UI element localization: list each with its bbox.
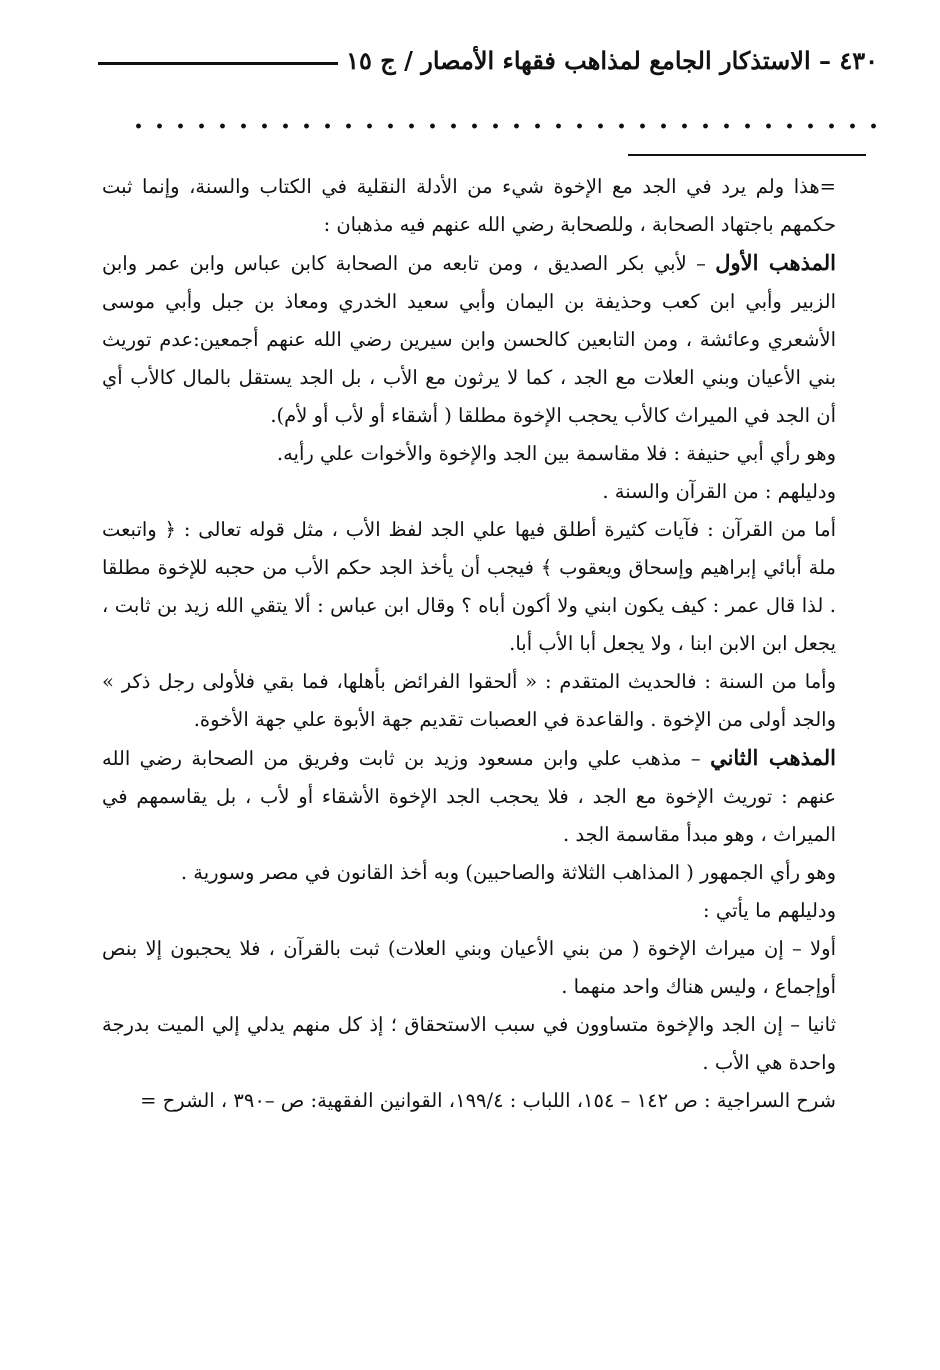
paragraph: وأما من السنة : فالحديث المتقدم : « ألحقوا الفرائض بأهلها، فما بقي فلأولى رجل ذكر » والجد أولى من الإخوة . والقاعدة في العصبات تقديم جهة الأبوة علي جهة الأخوة. [102, 670, 836, 731]
running-header [98, 38, 878, 82]
paragraph: ودليلهم : من القرآن والسنة . [602, 480, 836, 503]
paragraph: ثانيا – إن الجد والإخوة متساوون في سبب الاستحقاق ؛ إذ كل منهم يدلي إلي الميت بدرجة واحدة هي الأب . [102, 1013, 836, 1074]
paragraph: وهو رأي أبي حنيفة : فلا مقاسمة بين الجد والإخوة والأخوات علي رأيه. [276, 442, 836, 465]
paragraph: =هذا ولم يرد في الجد مع الإخوة شيء من الأدلة النقلية في الكتاب والسنة، وإنما ثبت حكمهم باجتهاد الصحابة ، وللصحابة رضي الله عنهم فيه مذهبان : [102, 175, 836, 236]
section-heading: المذهب الثاني [710, 745, 836, 770]
footnote-rule [628, 154, 866, 156]
paragraph [102, 244, 836, 435]
paragraph: شرح السراجية : ص ١٤٢ – ١٥٤، اللباب : ١٩٩/٤، القوانين الفقهية: ص –٣٩٠ ، الشرح = [140, 1089, 836, 1112]
paragraph: أما من القرآن : فآيات كثيرة أطلق فيها علي الجد لفظ الأب ، مثل قوله تعالى : ﴿ واتبعت ملة أبائي إبراهيم وإسحاق ويعقوب ﴾ فيجب أن يأخذ الجد حكم الأب من حجبه للإخوة مطلقا . لذا قال عمر : كيف يكون ابني ولا أكون أباه ؟ وقال ابن عباس : ألا يتقي الله زيد بن ثابت ، يجعل ابن الابن ابنا ، ولا يجعل أبا الأب أبا. [102, 518, 836, 655]
section-heading: المذهب الأول [715, 250, 836, 275]
paragraph-text: – مذهب علي وابن مسعود وزيد بن ثابت وفريق من الصحابة رضي الله عنهم : توريث الإخوة مع الجد ، فلا يحجب الجد الإخوة الأشقاء أو لأب ، بل يقاسمهم في الميراث ، وهو مبدأ مقاسمة الجد . [102, 747, 836, 846]
paragraph: ودليلهم ما يأتي : [703, 899, 836, 922]
paragraph [102, 739, 836, 854]
page-header-title: ٤٣٠ – الاستذكار الجامع لمذاهب فقهاء الأمصار / ج ١٥ [346, 45, 878, 75]
paragraph: وهو رأي الجمهور ( المذاهب الثلاثة والصاحبين) وبه أخذ القانون في مصر وسورية . [180, 861, 836, 884]
paragraph: أولا – إن ميراث الإخوة ( من بني الأعيان وبني العلات) ثبت بالقرآن ، فلا يحجبون إلا بنص أوإجماع ، وليس هناك واحد منهما . [102, 937, 836, 998]
header-rule [98, 62, 338, 65]
dotted-separator [128, 118, 876, 134]
paragraph-text: – لأبي بكر الصديق ، ومن تابعه من الصحابة كابن عباس وابن عمر وابن الزبير وأبي ابن كعب وحذيفة بن اليمان وأبي سعيد الخدري ومعاذ بن جبل وأبي موسى الأشعري وعائشة ، ومن التابعين كالحسن وابن سيرين رضي الله عنهم أجمعين:عدم توريث بني الأعيان وبني العلات مع الجد ، كما لا يرثون مع الأب ، بل الجد يستقل بالمال كالأب أي أن الجد في الميراث كالأب يحجب الإخوة مطلقا ( أشقاء أو لأب أو لأم). [102, 252, 836, 427]
footnote-body [102, 168, 836, 1120]
